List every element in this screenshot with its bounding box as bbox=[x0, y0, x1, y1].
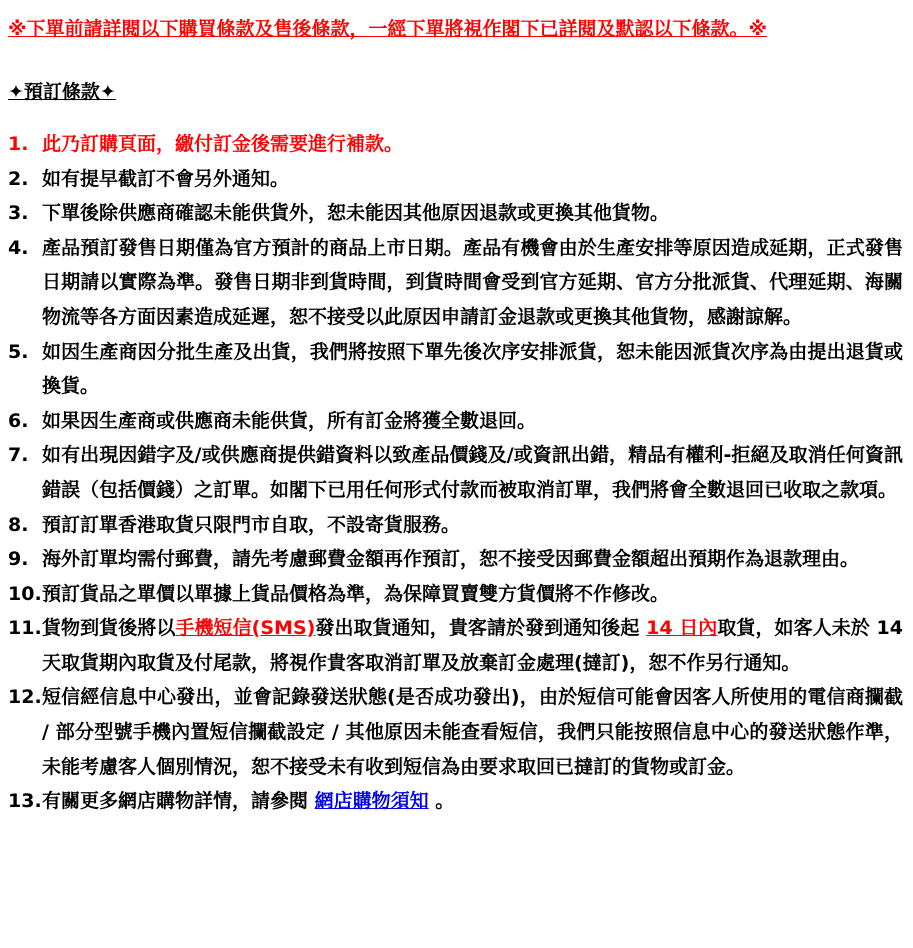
term-text-segment: 如有提早截訂不會另外通知。 bbox=[42, 167, 290, 190]
term-item bbox=[8, 577, 903, 612]
term-text-segment: 如有出現因錯字及/或供應商提供錯資料以致產品價錢及/或資訊出錯，精品有權利-拒絕及取消任何資訊錯誤（包括價錢）之訂單。如閣下已用任何形式付款而被取消訂單，我們將會全數退回已收取之款項。 bbox=[42, 444, 903, 501]
term-item bbox=[8, 680, 903, 784]
term-item bbox=[8, 231, 903, 335]
shop-guide-link[interactable]: 網店購物須知 bbox=[314, 790, 429, 813]
term-text-segment: 下單後除供應商確認未能供貨外，恕未能因其他原因退款或更換其他貨物。 bbox=[42, 202, 670, 225]
term-number: 9. bbox=[8, 548, 29, 571]
term-number: 3. bbox=[8, 202, 29, 225]
term-text-segment: 預訂訂單香港取貨只限門市自取，不設寄貨服務。 bbox=[42, 513, 461, 536]
term-text bbox=[42, 231, 903, 335]
term-item bbox=[8, 404, 903, 439]
term-text bbox=[42, 196, 903, 231]
term-text bbox=[42, 127, 903, 162]
term-item bbox=[8, 611, 903, 680]
term-text bbox=[42, 162, 903, 197]
term-item bbox=[8, 196, 903, 231]
term-text-segment: 短信經信息中心發出，並會記錄發送狀態(是否成功發出)，由於短信可能會因客人所使用的電信商攔截 / 部分型號手機內置短信攔截設定 / 其他原因未能查看短信，我們只能按照信息中心的發送狀態作準，未能考慮客人個別情況，恕不接受未有收到短信為由要求取回已撻訂的貨物或訂金。 bbox=[42, 686, 903, 778]
term-text bbox=[42, 680, 903, 784]
term-text-segment: 有關更多網店購物詳情，請參閱 bbox=[42, 790, 315, 813]
term-item bbox=[8, 784, 903, 819]
term-text-segment: 產品預訂發售日期僅為官方預計的商品上市日期。產品有機會由於生產安排等原因造成延期，正式發售日期請以實際為準。發售日期非到貨時間，到貨時間會受到官方延期、官方分批派貨、代理延期、海關物流等各方面因素造成延遲，恕不接受以此原因申請訂金退款或更換其他貨物，感謝諒解。 bbox=[42, 236, 903, 329]
highlighted-term-text: 手機短信(SMS) bbox=[175, 617, 316, 640]
terms-list bbox=[8, 127, 903, 819]
term-text bbox=[42, 404, 903, 439]
term-text bbox=[42, 577, 903, 612]
term-text-segment: 發出取貨通知，貴客請於發到通知後起 bbox=[315, 617, 647, 640]
term-number: 7. bbox=[8, 444, 29, 467]
term-text bbox=[42, 438, 903, 507]
term-text-segment: 如果因生產商或供應商未能供貨，所有訂金將獲全數退回。 bbox=[42, 409, 537, 432]
term-number: 11. bbox=[8, 617, 42, 640]
term-number: 5. bbox=[8, 340, 29, 363]
term-number: 6. bbox=[8, 409, 29, 432]
term-text-segment: 。 bbox=[428, 790, 455, 813]
term-item bbox=[8, 542, 903, 577]
term-item bbox=[8, 508, 903, 543]
term-number: 4. bbox=[8, 236, 29, 259]
purchase-terms-notice: ※下單前請詳閱以下購買條款及售後條款，一經下單將視作閣下已詳閱及默認以下條款。※ bbox=[8, 18, 767, 40]
term-text bbox=[42, 335, 903, 404]
term-text bbox=[42, 508, 903, 543]
term-text-segment: 海外訂單均需付郵費，請先考慮郵費金額再作預訂，恕不接受因郵費金額超出預期作為退款理由。 bbox=[42, 548, 860, 571]
term-number: 12. bbox=[8, 686, 42, 709]
term-item bbox=[8, 162, 903, 197]
term-text-segment: 預訂貨品之單價以單據上貨品價格為準，為保障買賣雙方貨價將不作修改。 bbox=[42, 582, 670, 605]
term-number: 8. bbox=[8, 513, 29, 536]
term-text-segment: 如因生產商因分批生產及出貨，我們將按照下單先後次序安排派貨，恕未能因派貨次序為由提出退貨或換貨。 bbox=[42, 340, 903, 398]
term-number: 10. bbox=[8, 582, 42, 605]
term-item bbox=[8, 335, 903, 404]
term-text-segment: 取貨，如客人未於 14 天取貨期內取貨及付尾款，將視作貴客取消訂單及放棄訂金處理(撻訂)，恕不作另行通知。 bbox=[42, 617, 903, 674]
highlighted-term-text: 14 日內 bbox=[646, 617, 718, 640]
preorder-terms-title: ✦預訂條款✦ bbox=[8, 80, 116, 103]
term-text-segment: 貨物到貨後將以 bbox=[42, 617, 176, 640]
term-item bbox=[8, 127, 903, 162]
term-text bbox=[42, 784, 903, 819]
term-text bbox=[42, 542, 903, 577]
term-text-segment: 此乃訂購頁面，繳付訂金後需要進行補款。 bbox=[42, 133, 404, 156]
term-item bbox=[8, 438, 903, 507]
term-number: 2. bbox=[8, 167, 29, 190]
term-number: 1. bbox=[8, 133, 29, 156]
term-number: 13. bbox=[8, 790, 42, 813]
term-text bbox=[42, 611, 903, 680]
